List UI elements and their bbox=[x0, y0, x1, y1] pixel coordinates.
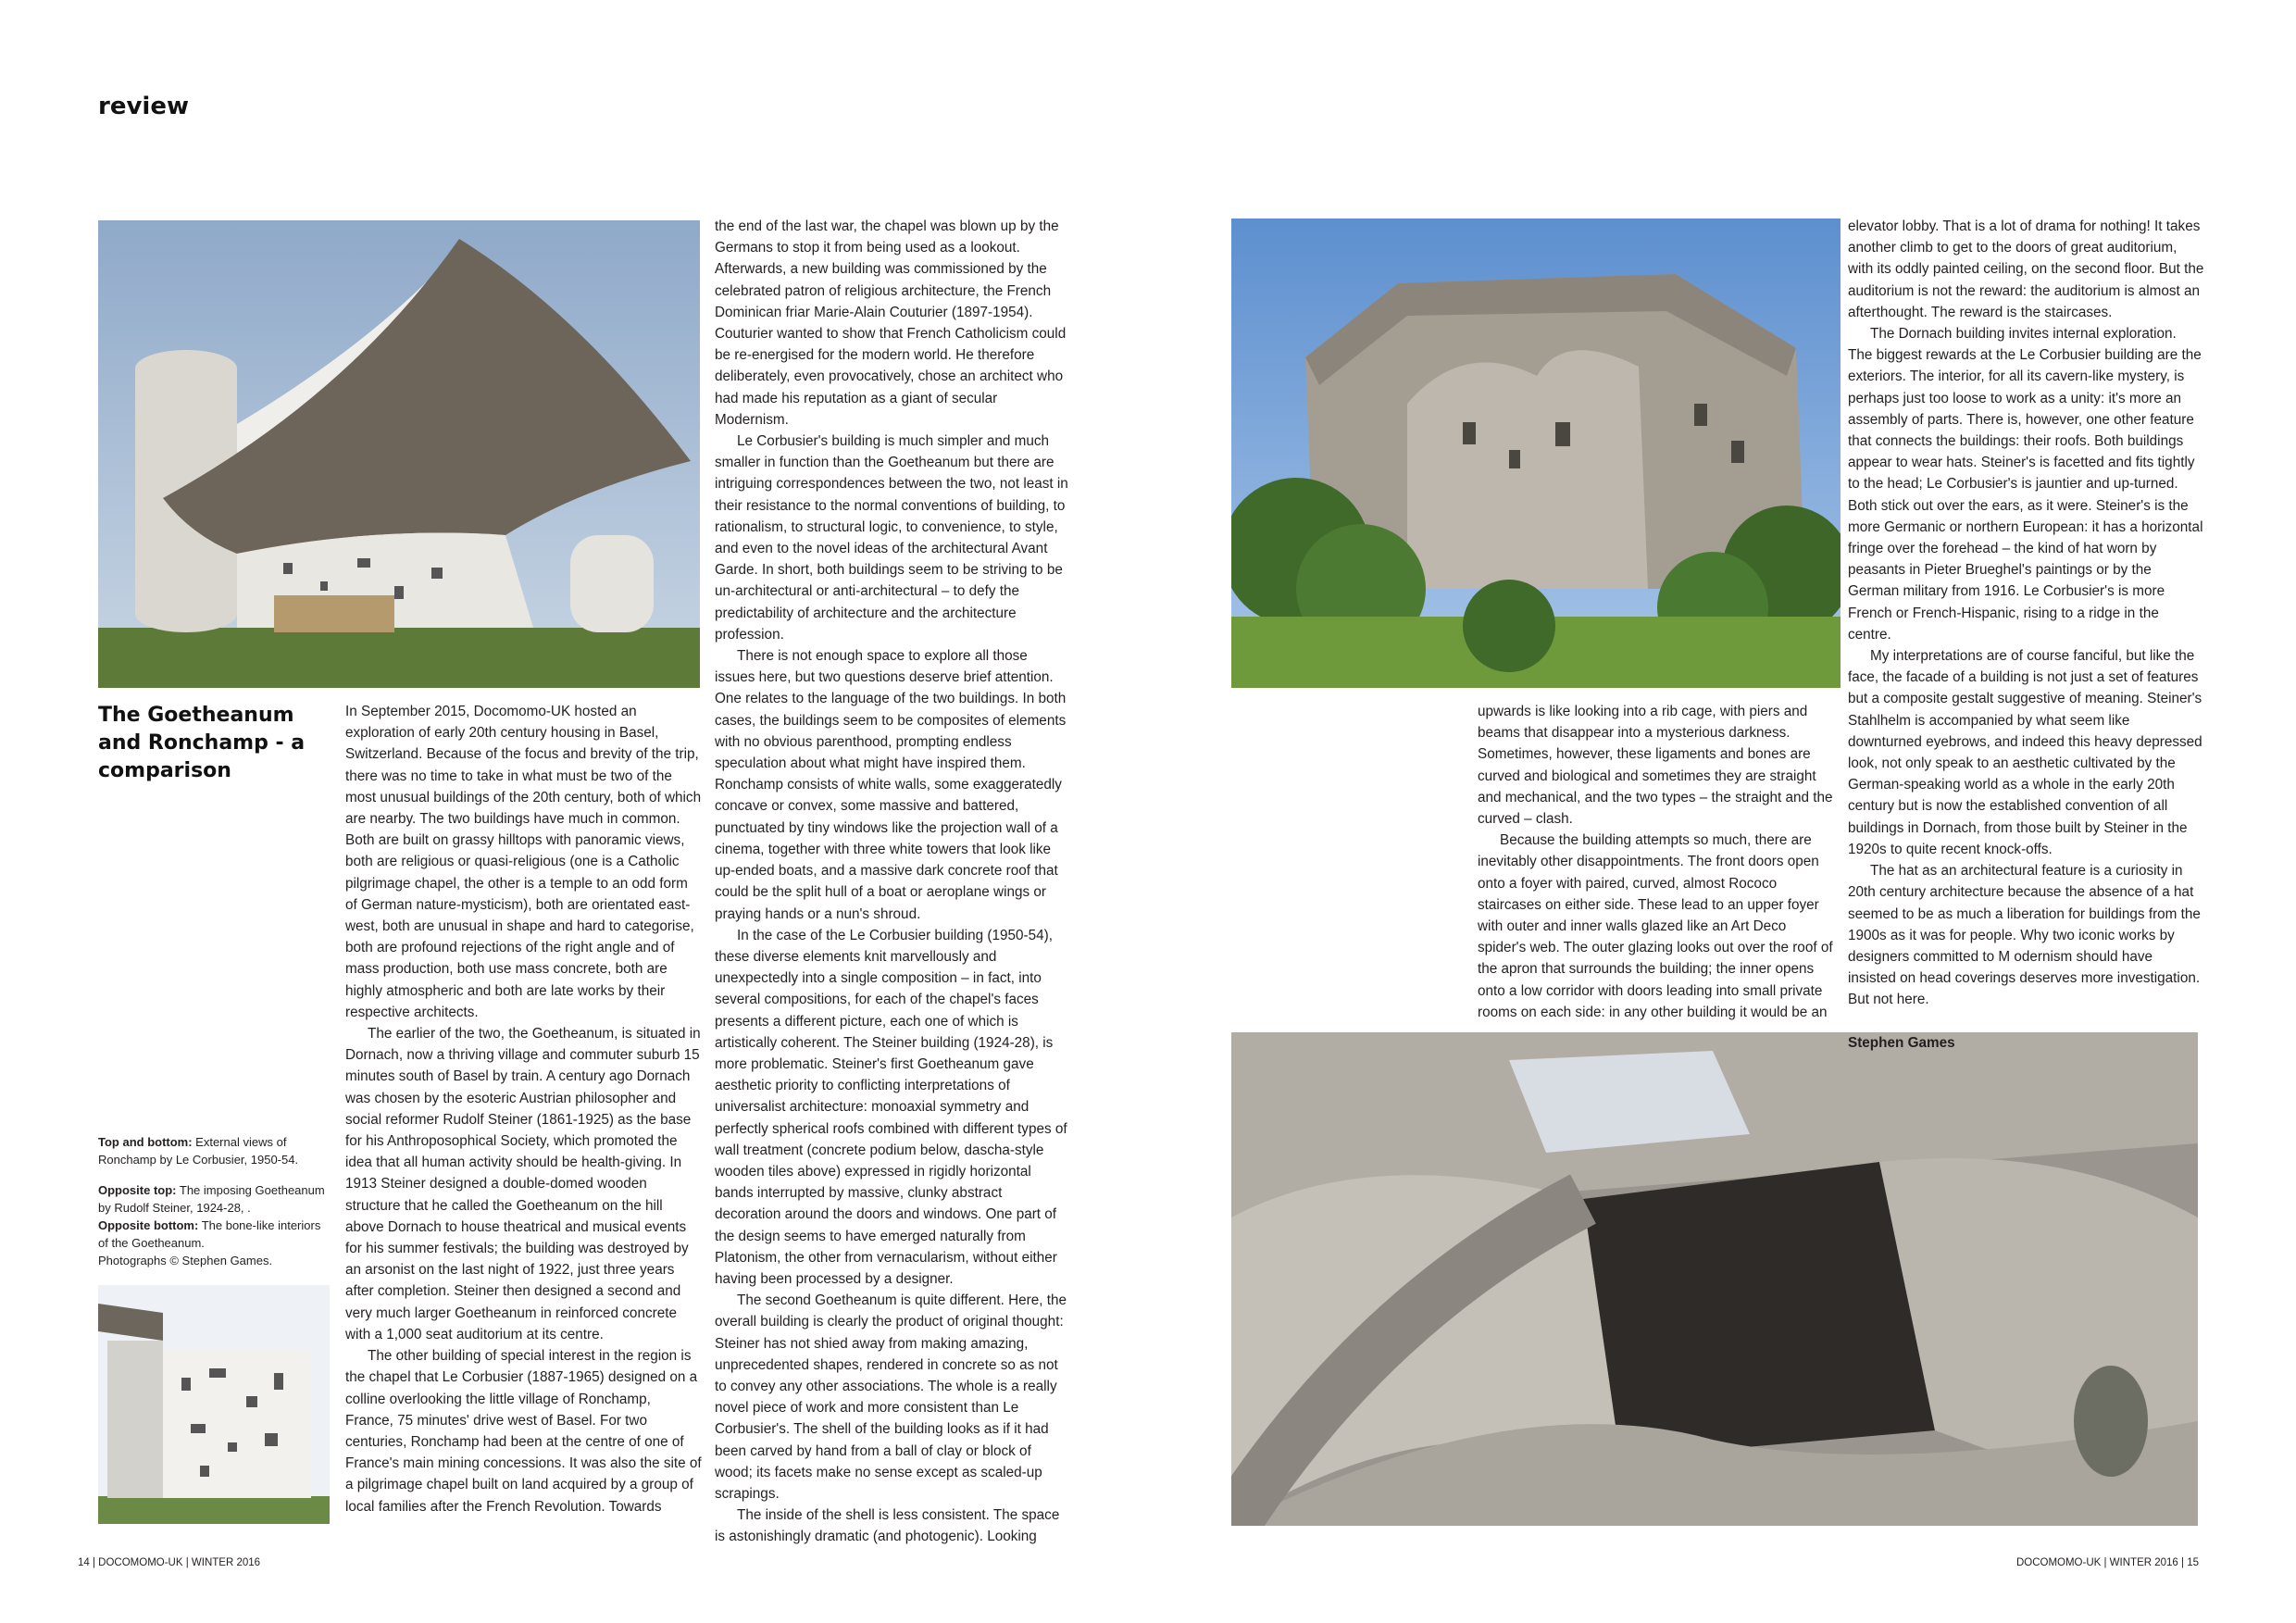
caption-goetheanum: Opposite top: The imposing Goetheanum by Rudolf Steiner, 1924-28, . Opposite bottom: The bone-like interiors of the Goetheanum. Photographs © Stephen Games. bbox=[98, 1183, 325, 1267]
paragraph: The earlier of the two, the Goetheanum, is situated in Dornach, now a thriving village and commuter suburb 15 minutes south of Basel by train. A century ago Dornach was chosen by the esoteric Austrian philosopher and social reformer Rudolf Steiner (1861-1925) as the base for his Anthroposophical Society, which promoted the idea that all human activity should be health-giving. In 1913 Steiner designed a double-domed wooden structure that he called the Goetheanum on the hill above Dornach to house theatrical and musical events for his summer festivals; the building was destroyed by an arsonist on the last night of 1922, just three years after completion. Steiner then designed a second and very much larger Goetheanum in reinforced concrete with a 1,000 seat auditorium at its centre. bbox=[345, 1026, 701, 1342]
paragraph: upwards is like looking into a rib cage, with piers and beams that disappear into a mysterious darkness. Sometimes, however, these ligaments and bones are curved and biological and sometimes they are straight and mechanical, and the two types – the straight and the curved – clash. bbox=[1478, 704, 1833, 828]
paragraph: The Dornach building invites internal exploration. The biggest rewards at the Le Corbusier building are the exteriors. The interior, for all its cavern-like mystery, is perhaps just too loose to work as a unity: it's more an assembly of parts. There is, however, one other feature that connects the buildings: their roofs. Both buildings appear to wear hats. Steiner's is facetted and fits tightly to the head; Le Corbusier's is jauntier and up-turned. Both stick out over the ears, as it were. Steiner's is the more Germanic or northern European: it has a horizontal fringe over the forehead – the kind of hat worn by peasants in Pieter Brueghel's paintings or by the German military from 1916. Le Corbusier's is more French or French-Hispanic, rising to a ridge in the centre. bbox=[1848, 326, 2203, 643]
paragraph: the end of the last war, the chapel was blown up by the Germans to stop it from being used as a lookout. Afterwards, a new building was commissioned by the celebrated patron of religious architecture, the French Dominican friar Marie-Alain Couturier (1897-1954). Couturier wanted to show that French Catholicism could be re-energised for the modern world. He therefore deliberately, even provocatively, chose an architect who had made his reputation as a giant of secular Modernism. bbox=[715, 218, 1067, 428]
paragraph: My interpretations are of course fanciful, but like the face, the facade of a building is not just a set of features but a composite gestalt suggestive of meaning. Steiner's Stahlhelm is accompanied by what seem like downturned eyebrows, and indeed this heavy depressed look, not only speak to an aesthetic cultivated by the German-speaking world as a whole in the early 20th century but is now the established convention of all buildings in Dornach, from those built by Steiner in the 1920s to quite recent knock-offs. bbox=[1848, 648, 2202, 857]
section-label: review bbox=[98, 93, 189, 120]
paragraph: The other building of special interest in the region is the chapel that Le Corbusier (1887-1965) designed on a colline overlooking the little village of Ronchamp, France, 75 minutes' drive west of Basel. For two centuries, Ronchamp had been at the centre of one of France's main mining concessions. It was also the site of a pilgrimage chapel built on land acquired by a group of local families after the French Revolution. Towards bbox=[345, 1348, 702, 1515]
ronchamp-top-photo bbox=[98, 220, 700, 688]
ronchamp-bottom-photo bbox=[98, 1285, 330, 1524]
paragraph: The inside of the shell is less consistent. The space is astonishingly dramatic (and photogenic). Looking bbox=[715, 1507, 1060, 1545]
author-signature: Stephen Games bbox=[1848, 1034, 1955, 1051]
caption-ronchamp: Top and bottom: External views of Ronchamp by Le Corbusier, 1950-54. bbox=[98, 1135, 299, 1167]
paragraph: In the case of the Le Corbusier building (1950-54), these diverse elements knit marvellously and unexpectedly into a single composition – in fact, into several compositions, for each of the chapel's faces presents a different picture, each one of which is artistically coherent. The Steiner building (1924-28), is more problematic. Steiner's first Goetheanum gave aesthetic priority to conflicting interpretations of universalist architecture: monoaxial symmetry and perfectly spherical roofs combined with different types of wall treatment (concrete podium below, dascha-style wooden tiles above) expressed in rigidly horizontal bands interrupted by massive, clunky abstract decoration around the doors and windows. One part of the design seems to have emerged naturally from Platonism, the other from vernacularism, without either having been processed by a designer. bbox=[715, 927, 1067, 1287]
article-title: The Goetheanum and Ronchamp - a comparison bbox=[98, 704, 306, 782]
article-column-2 bbox=[715, 216, 1071, 1548]
article-column-3 bbox=[1478, 701, 1834, 1023]
paragraph: There is not enough space to explore all those issues here, but two questions deserve brief attention. One relates to the language of the two buildings. In both cases, the buildings seem to be composites of elements with no obvious parenthood, prompting endless speculation about what might have inspired them. Ronchamp consists of white walls, some exaggeratedly concave or convex, some massive and battered, punctuated by tiny windows like the projection wall of a cinema, together with three white towers that look like up-ended boats, and a massive dark concrete roof that could be the split hull of a boat or aeroplane wings or praying hands or a nun's shroud. bbox=[715, 648, 1067, 922]
footer-right: DOCOMOMO-UK | WINTER 2016 | 15 bbox=[2015, 1557, 2199, 1568]
paragraph: elevator lobby. That is a lot of drama for nothing! It takes another climb to get to the doors of great auditorium, with its oddly painted ceiling, on the second floor. But the auditorium is not the reward: the auditorium is almost an afterthought. The reward is the staircases. bbox=[1848, 218, 2204, 320]
paragraph: The hat as an architectural feature is a curiosity in 20th century architecture because the absence of a hat seemed to be as much a liberation for buildings from the 1900s as it was for people. Why two iconic works by designers committed to M odernism should have insisted on head coverings deserves more investigation. But not here. bbox=[1848, 863, 2201, 1008]
paragraph: In September 2015, Docomomo-UK hosted an exploration of early 20th century housing in Basel, Switzerland. Because of the focus and brevity of the trip, there was no time to take in what must be two of the most unusual buildings of the 20th century, both of which are nearby. The two buildings have much in common. Both are built on grassy hilltops with panoramic views, both are religious or quasi-religious (one is a Catholic pilgrimage chapel, the other is a temple to an odd form of German nature-mysticism), both are orientated east-west, both are unusual in shape and hard to categorise, both are profound rejections of the right angle and of mass production, both use mass concrete, both are highly atmospheric and both are late works by their respective architects. bbox=[345, 704, 702, 1020]
paragraph: The second Goetheanum is quite different. Here, the overall building is clearly the product of original thought: Steiner has not shied away from making amazing, unprecedented shapes, rendered in concrete so as not to convey any other associations. The whole is a really novel piece of work and more consistent than Le Corbusier's. The shell of the building looks as if it had been carved by hand from a ball of clay or block of wood; its facets make no sense except as scaled-up scrapings. bbox=[715, 1292, 1067, 1502]
footer-left: 14 | DOCOMOMO-UK | WINTER 2016 bbox=[78, 1557, 261, 1568]
paragraph: Because the building attempts so much, there are inevitably other disappointments. The front doors open onto a foyer with paired, curved, almost Rococo staircases on either side. These lead to an upper foyer with outer and inner walls glazed like an Art Deco spider's web. The outer glazing looks out over the roof of the apron that surrounds the building; the inner opens onto a low corridor with doors leading into small private rooms on each side: in any other building it would be an bbox=[1478, 832, 1833, 1020]
goetheanum-interior-photo bbox=[1231, 1032, 2198, 1526]
article-column-4 bbox=[1848, 216, 2204, 1054]
goetheanum-exterior-photo bbox=[1231, 218, 1841, 688]
article-column-1 bbox=[345, 701, 702, 1517]
paragraph: Le Corbusier's building is much simpler and much smaller in function than the Goetheanum but there are intriguing correspondences between the two, not least in their resistance to the normal conventions of building, to rationalism, to structural logic, to convenience, to style, and even to the novel ideas of the architectural Avant Garde. In short, both buildings seem to be striving to be un-architectural or anti-architectural – to defy the predictability of architecture and the architecture profession. bbox=[715, 433, 1068, 643]
photo-captions bbox=[98, 1133, 330, 1269]
